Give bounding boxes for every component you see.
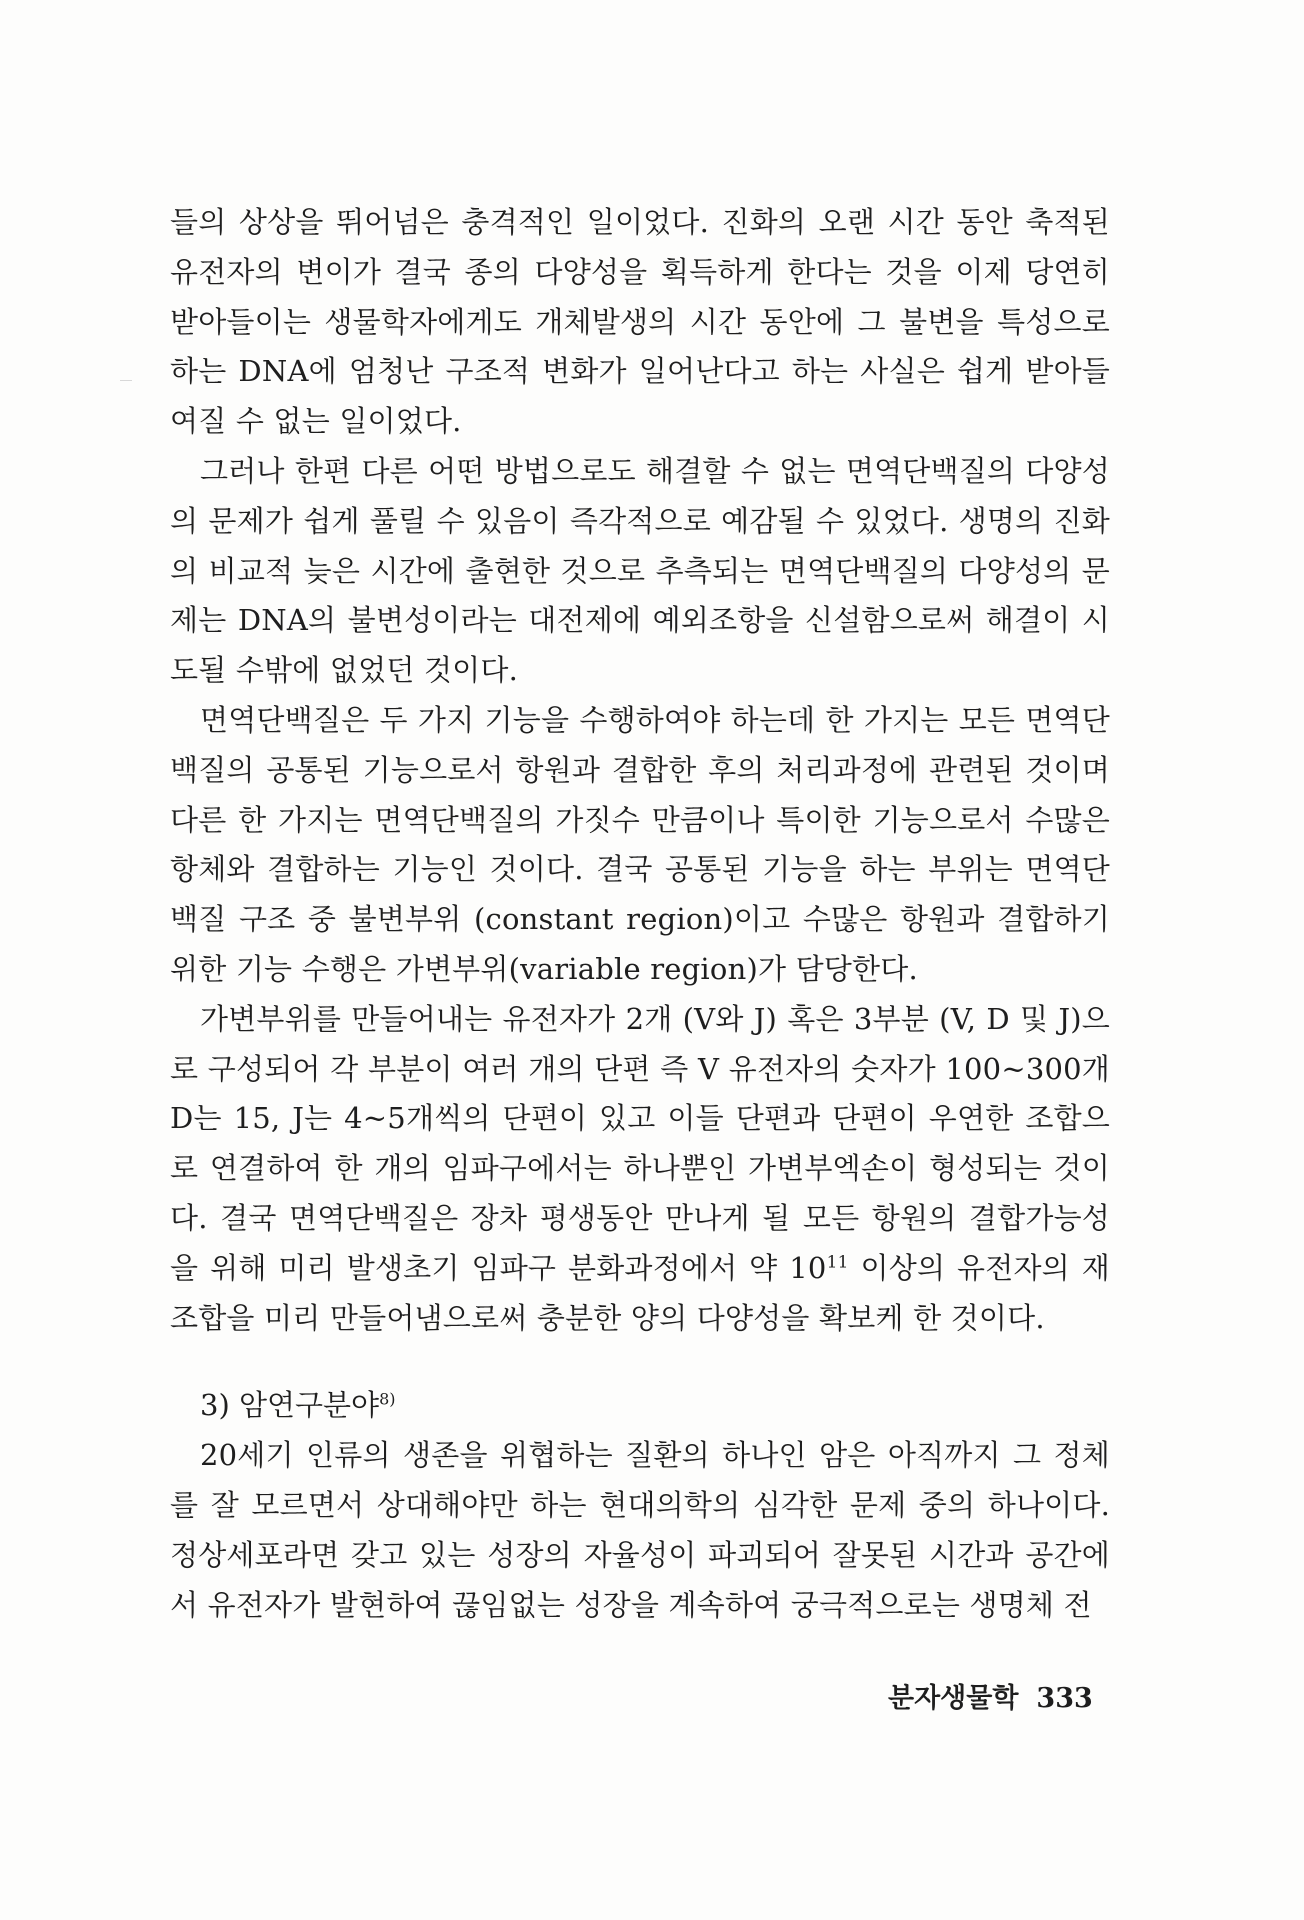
margin-mark <box>120 380 132 381</box>
paragraph-continued: 들의 상상을 뛰어넘은 충격적인 일이었다. 진화의 오랜 시간 동안 축적된 유전자의 변이가 결국 종의 다양성을 획득하게 한다는 것을 이제 당연히 받아들이는 생물학자에게도 개체발생의 시간 동안에 그 불변을 특성으로 하는 DNA에 엄청난 구조적 변화가 일어난다고 하는 사실은 쉽게 받아들여질 수 없는 일이었다. <box>170 205 1110 439</box>
page-body <box>170 198 1110 1631</box>
running-title: 분자생물학 <box>888 1683 1019 1714</box>
paragraph-cancer-research: 20세기 인류의 생존을 위협하는 질환의 하나인 암은 아직까지 그 정체를 잘 모르면서 상대해야만 하는 현대의학의 심각한 문제 중의 하나이다. 정상세포라면 갖고 있는 성장의 자율성이 파괴되어 잘못된 시간과 공간에서 유전자가 발현하여 끊임없는 성장을 계속하여 궁극적으로는 생명체 전 <box>170 1438 1110 1622</box>
page-footer <box>888 1676 1093 1715</box>
section-heading-text: 3) 암연구분야 <box>200 1388 380 1423</box>
page-number: 333 <box>1036 1683 1093 1714</box>
paragraph-immunity-diversity: 그러나 한편 다른 어떤 방법으로도 해결할 수 없는 면역단백질의 다양성의 문제가 쉽게 풀릴 수 있음이 즉각적으로 예감될 수 있었다. 생명의 진화의 비교적 늦은 시간에 출현한 것으로 추측되는 면역단백질의 다양성의 문제는 DNA의 불변성이라는 대전제에 예외조항을 신설함으로써 해결이 시도될 수밖에 없었던 것이다. <box>170 453 1110 688</box>
paragraph-variable-region-genes <box>170 995 1110 1344</box>
footnote-ref: 8) <box>379 1389 396 1409</box>
paragraph-text-part2: 이상의 유전자의 재조합을 미리 만들어냄으로써 충분한 양의 다양성을 확보케 한 것이다. <box>170 1250 1110 1335</box>
paragraph-text-part1: 가변부위를 만들어내는 유전자가 2개 (V와 J) 혹은 3부분 (V, D 및 J)으로 구성되어 각 부분이 여러 개의 단편 즉 V 유전자의 숫자가 100~300개 D는 15, J는 4~5개씩의 단편이 있고 이들 단편과 단편이 우연한 조합으로 연결하여 한 개의 임파구에서는 하나뿐인 가변부엑손이 형성되는 것이다. 결국 면역단백질은 장차 평생동안 만나게 될 모든 항원의 결합가능성을 위해 미리 발생초기 임파구 분화과정에서 약 10 <box>170 1001 1110 1285</box>
paragraph-immunoprotein-functions: 면역단백질은 두 가지 기능을 수행하여야 하는데 한 가지는 모든 면역단백질의 공통된 기능으로서 항원과 결합한 후의 처리과정에 관련된 것이며 다른 한 가지는 면역단백질의 가짓수 만큼이나 특이한 기능으로서 수많은 항체와 결합하는 기능인 것이다. 결국 공통된 기능을 하는 부위는 면역단백질 구조 중 불변부위 (constant region)이고 수많은 항원과 결합하기 위한 기능 수행은 가변부위(variable region)가 담당한다. <box>170 702 1110 986</box>
section-heading <box>170 1379 1110 1431</box>
exponent: 11 <box>826 1252 849 1273</box>
